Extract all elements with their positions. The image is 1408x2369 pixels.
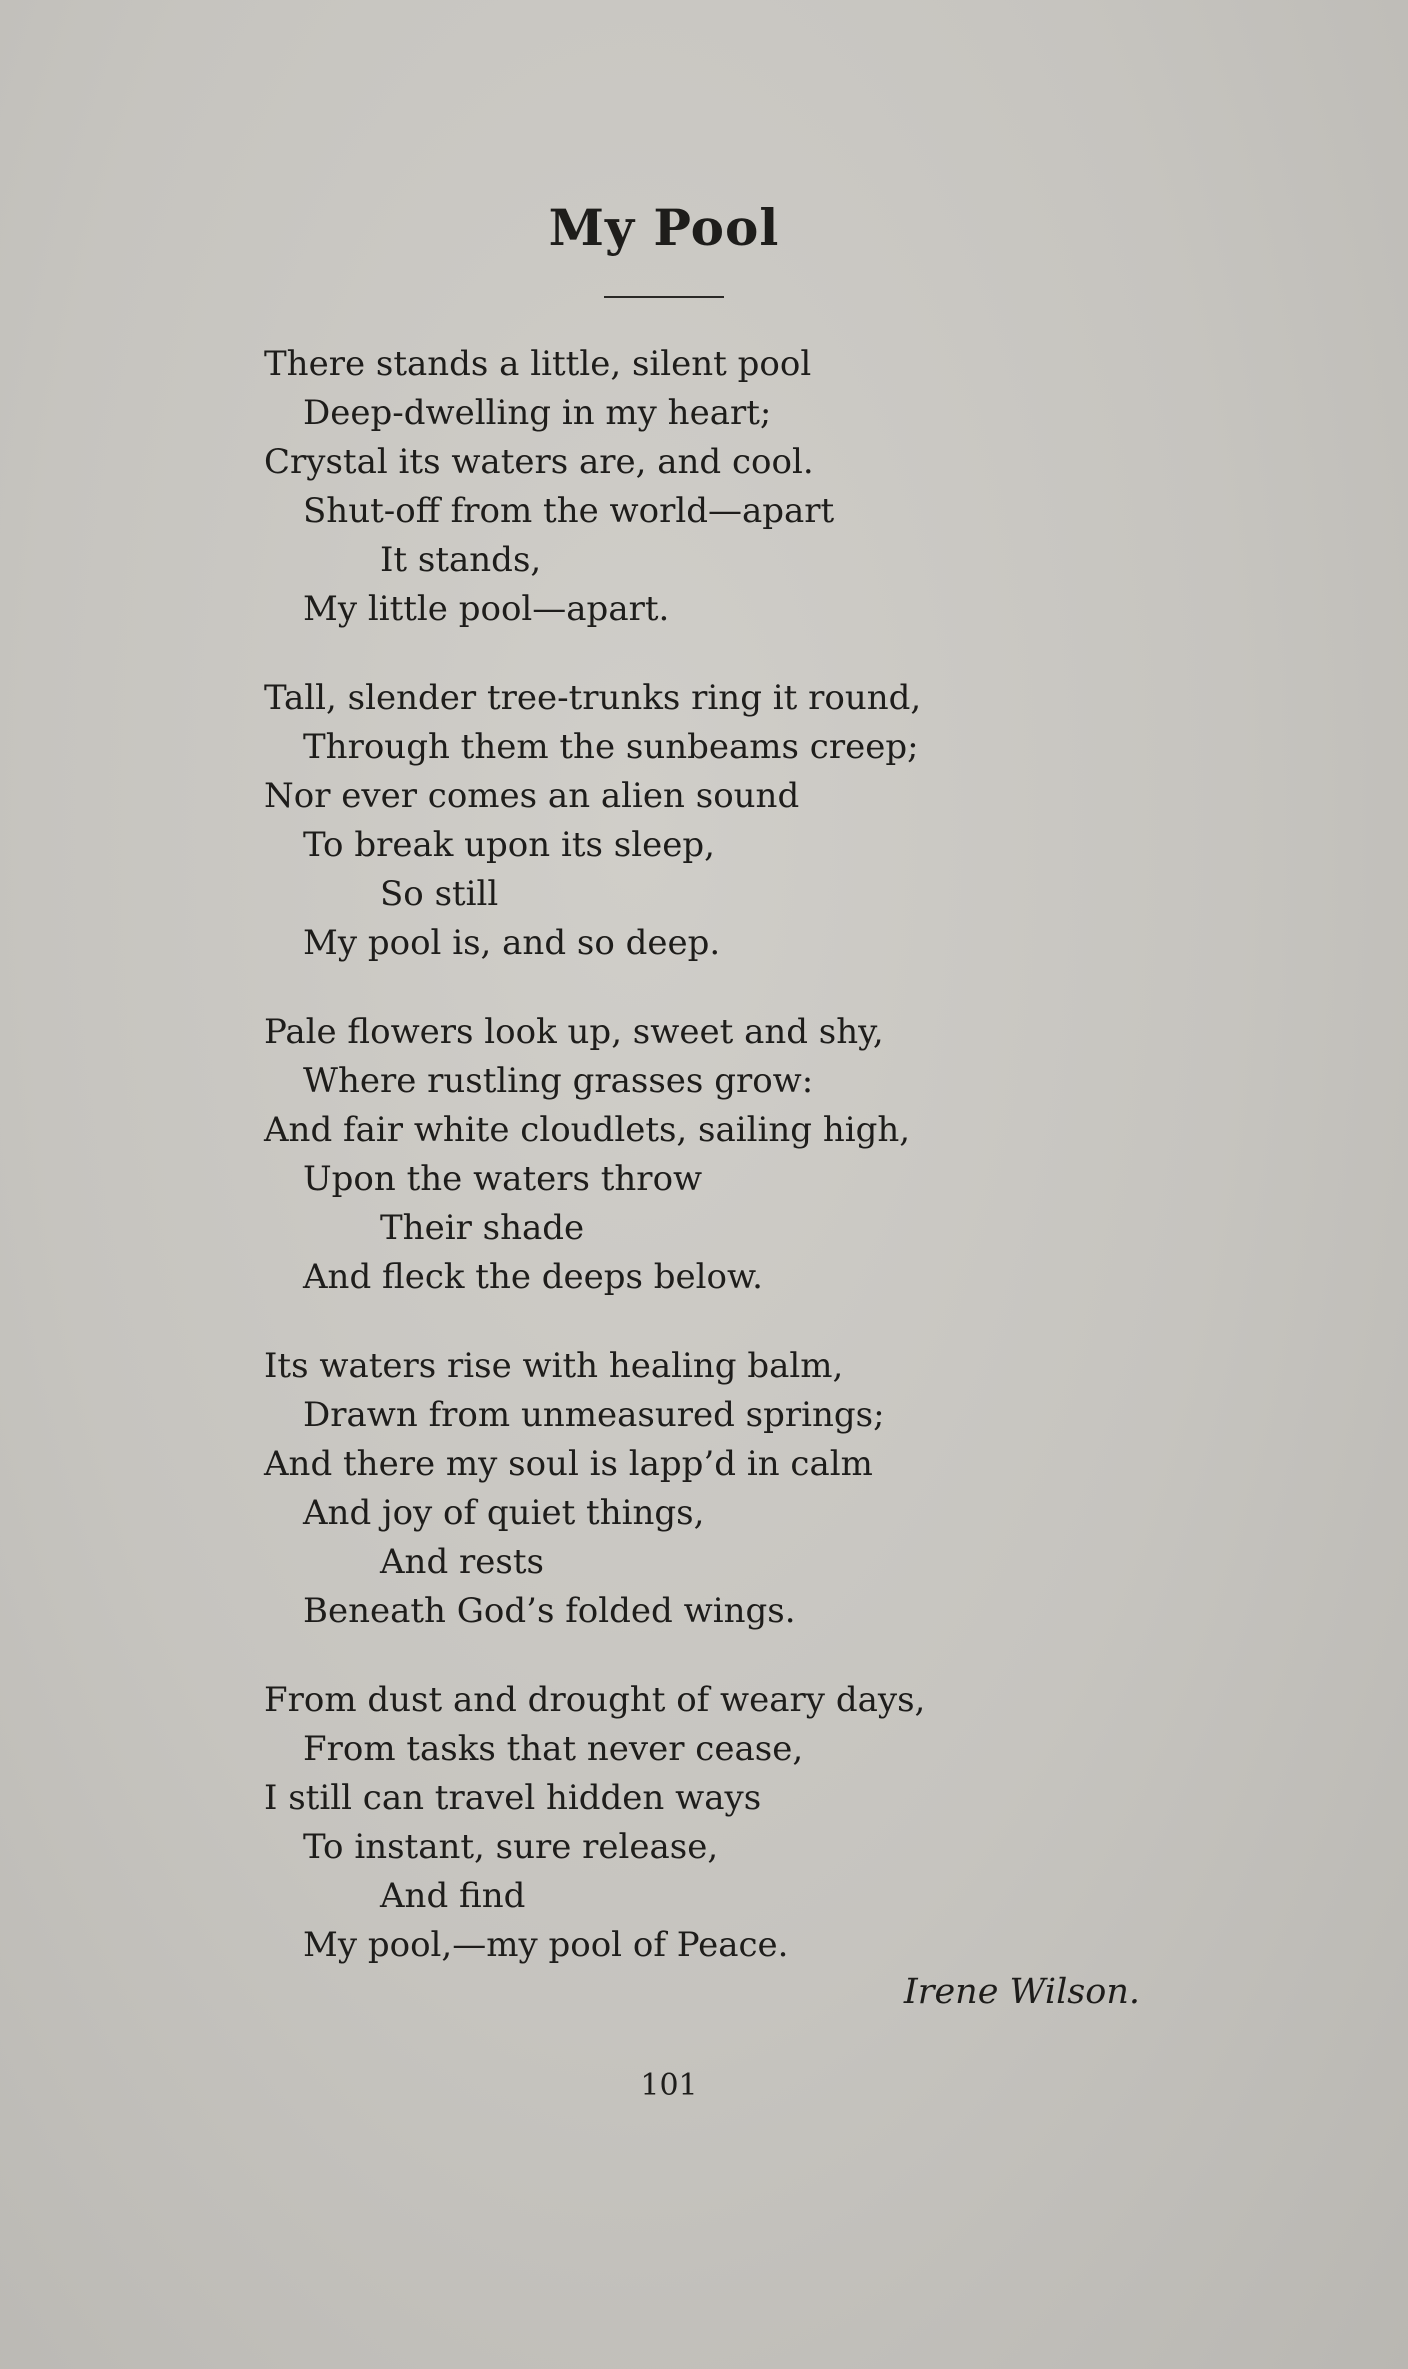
poem-line: Shut-off from the world—apart	[303, 491, 835, 531]
poem-line: And rests	[380, 1542, 544, 1582]
poem-line: Upon the waters throw	[303, 1159, 703, 1199]
stanza-5	[264, 1676, 1164, 1970]
poem-line: Crystal its waters are, and cool.	[264, 442, 814, 482]
author-signature: Irene Wilson.	[903, 1972, 1140, 2012]
poem-line: Pale flowers look up, sweet and shy,	[264, 1012, 884, 1052]
poem-line: I still can travel hidden ways	[264, 1778, 762, 1818]
poem-line: Their shade	[380, 1208, 585, 1248]
poem-line: My little pool—apart.	[303, 589, 670, 629]
poem-line: Beneath God’s folded wings.	[303, 1591, 796, 1631]
poem-line: To instant, sure release,	[303, 1827, 719, 1867]
stanza-4	[264, 1342, 1164, 1636]
poem-line: Drawn from unmeasured springs;	[303, 1395, 885, 1435]
poem-body	[264, 340, 1164, 2010]
poem-line: Tall, slender tree-trunks ring it round,	[264, 678, 922, 718]
stanza-3	[264, 1008, 1164, 1302]
page-number: 101	[640, 2068, 698, 2103]
poem-line: So still	[380, 874, 499, 914]
poem-line: From tasks that never cease,	[303, 1729, 804, 1769]
poem-line: Where rustling grasses grow:	[303, 1061, 814, 1101]
poem-line: Deep-dwelling in my heart;	[303, 393, 772, 433]
stanza-1	[264, 340, 1164, 634]
title-divider	[604, 296, 724, 298]
poem-title: My Pool	[548, 198, 780, 257]
poem-line: My pool,—my pool of Peace.	[303, 1925, 789, 1965]
poem-line: Nor ever comes an alien sound	[264, 776, 800, 816]
poem-line: There stands a little, silent pool	[264, 344, 812, 384]
poem-line: To break upon its sleep,	[303, 825, 715, 865]
poem-line: And fair white cloudlets, sailing high,	[264, 1110, 911, 1150]
stanza-2	[264, 674, 1164, 968]
poem-line: Through them the sunbeams creep;	[303, 727, 919, 767]
poem-line: Its waters rise with healing balm,	[264, 1346, 844, 1386]
poem-line: My pool is, and so deep.	[303, 923, 721, 963]
poem-line: And joy of quiet things,	[303, 1493, 705, 1533]
poem-line: And there my soul is lapp’d in calm	[264, 1444, 873, 1484]
poem-line: And fleck the deeps below.	[303, 1257, 763, 1297]
poem-line: And find	[380, 1876, 526, 1916]
poem-line: From dust and drought of weary days,	[264, 1680, 926, 1720]
poem-line: It stands,	[380, 540, 542, 580]
